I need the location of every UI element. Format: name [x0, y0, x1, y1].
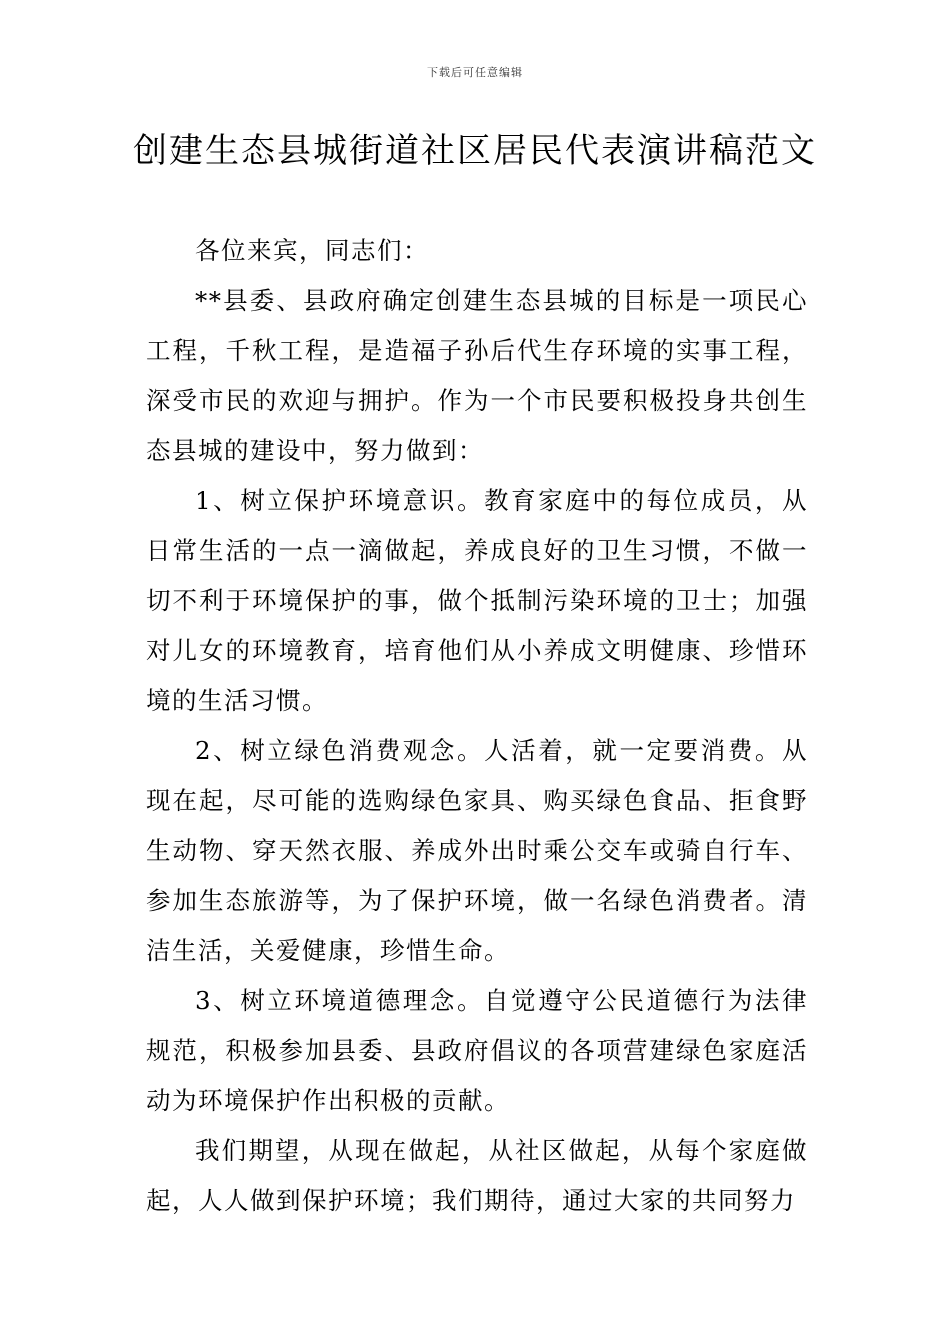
- intro-paragraph: **县委、县政府确定创建生态县城的目标是一项民心工程，千秋工程，是造福子孙后代生存环境的实事工程，深受市民的欢迎与拥护。作为一个市民要积极投身共创生态县城的建设中，努力做到：: [146, 286, 808, 465]
- point-2-paragraph: 2、树立绿色消费观念。人活着，就一定要消费。从现在起，尽可能的选购绿色家具、购买绿色食品、拒食野生动物、穿天然衣服、养成外出时乘公交车或骑自行车、参加生态旅游等，为了保护环境，做一名绿色消费者。清洁生活，关爱健康，珍惜生命。: [146, 736, 808, 965]
- salutation-paragraph: 各位来宾，同志们：: [195, 236, 429, 265]
- closing-paragraph: 我们期望，从现在做起，从社区做起，从每个家庭做起，人人做到保护环境；我们期待，通过大家的共同努力: [146, 1136, 808, 1215]
- document-body: [146, 226, 808, 1226]
- point-1-paragraph: 1、树立保护环境意识。教育家庭中的每位成员，从日常生活的一点一滴做起，养成良好的卫生习惯，不做一切不利于环境保护的事，做个抵制污染环境的卫士；加强对儿女的环境教育，培育他们从小养成文明健康、珍惜环境的生活习惯。: [146, 486, 808, 715]
- point-3-paragraph: 3、树立环境道德理念。自觉遵守公民道德行为法律规范，积极参加县委、县政府倡议的各项营建绿色家庭活动为环境保护作出积极的贡献。: [146, 986, 808, 1115]
- document-title: 创建生态县城街道社区居民代表演讲稿范文: [133, 131, 817, 171]
- page-header-note: 下载后可任意编辑: [427, 66, 523, 79]
